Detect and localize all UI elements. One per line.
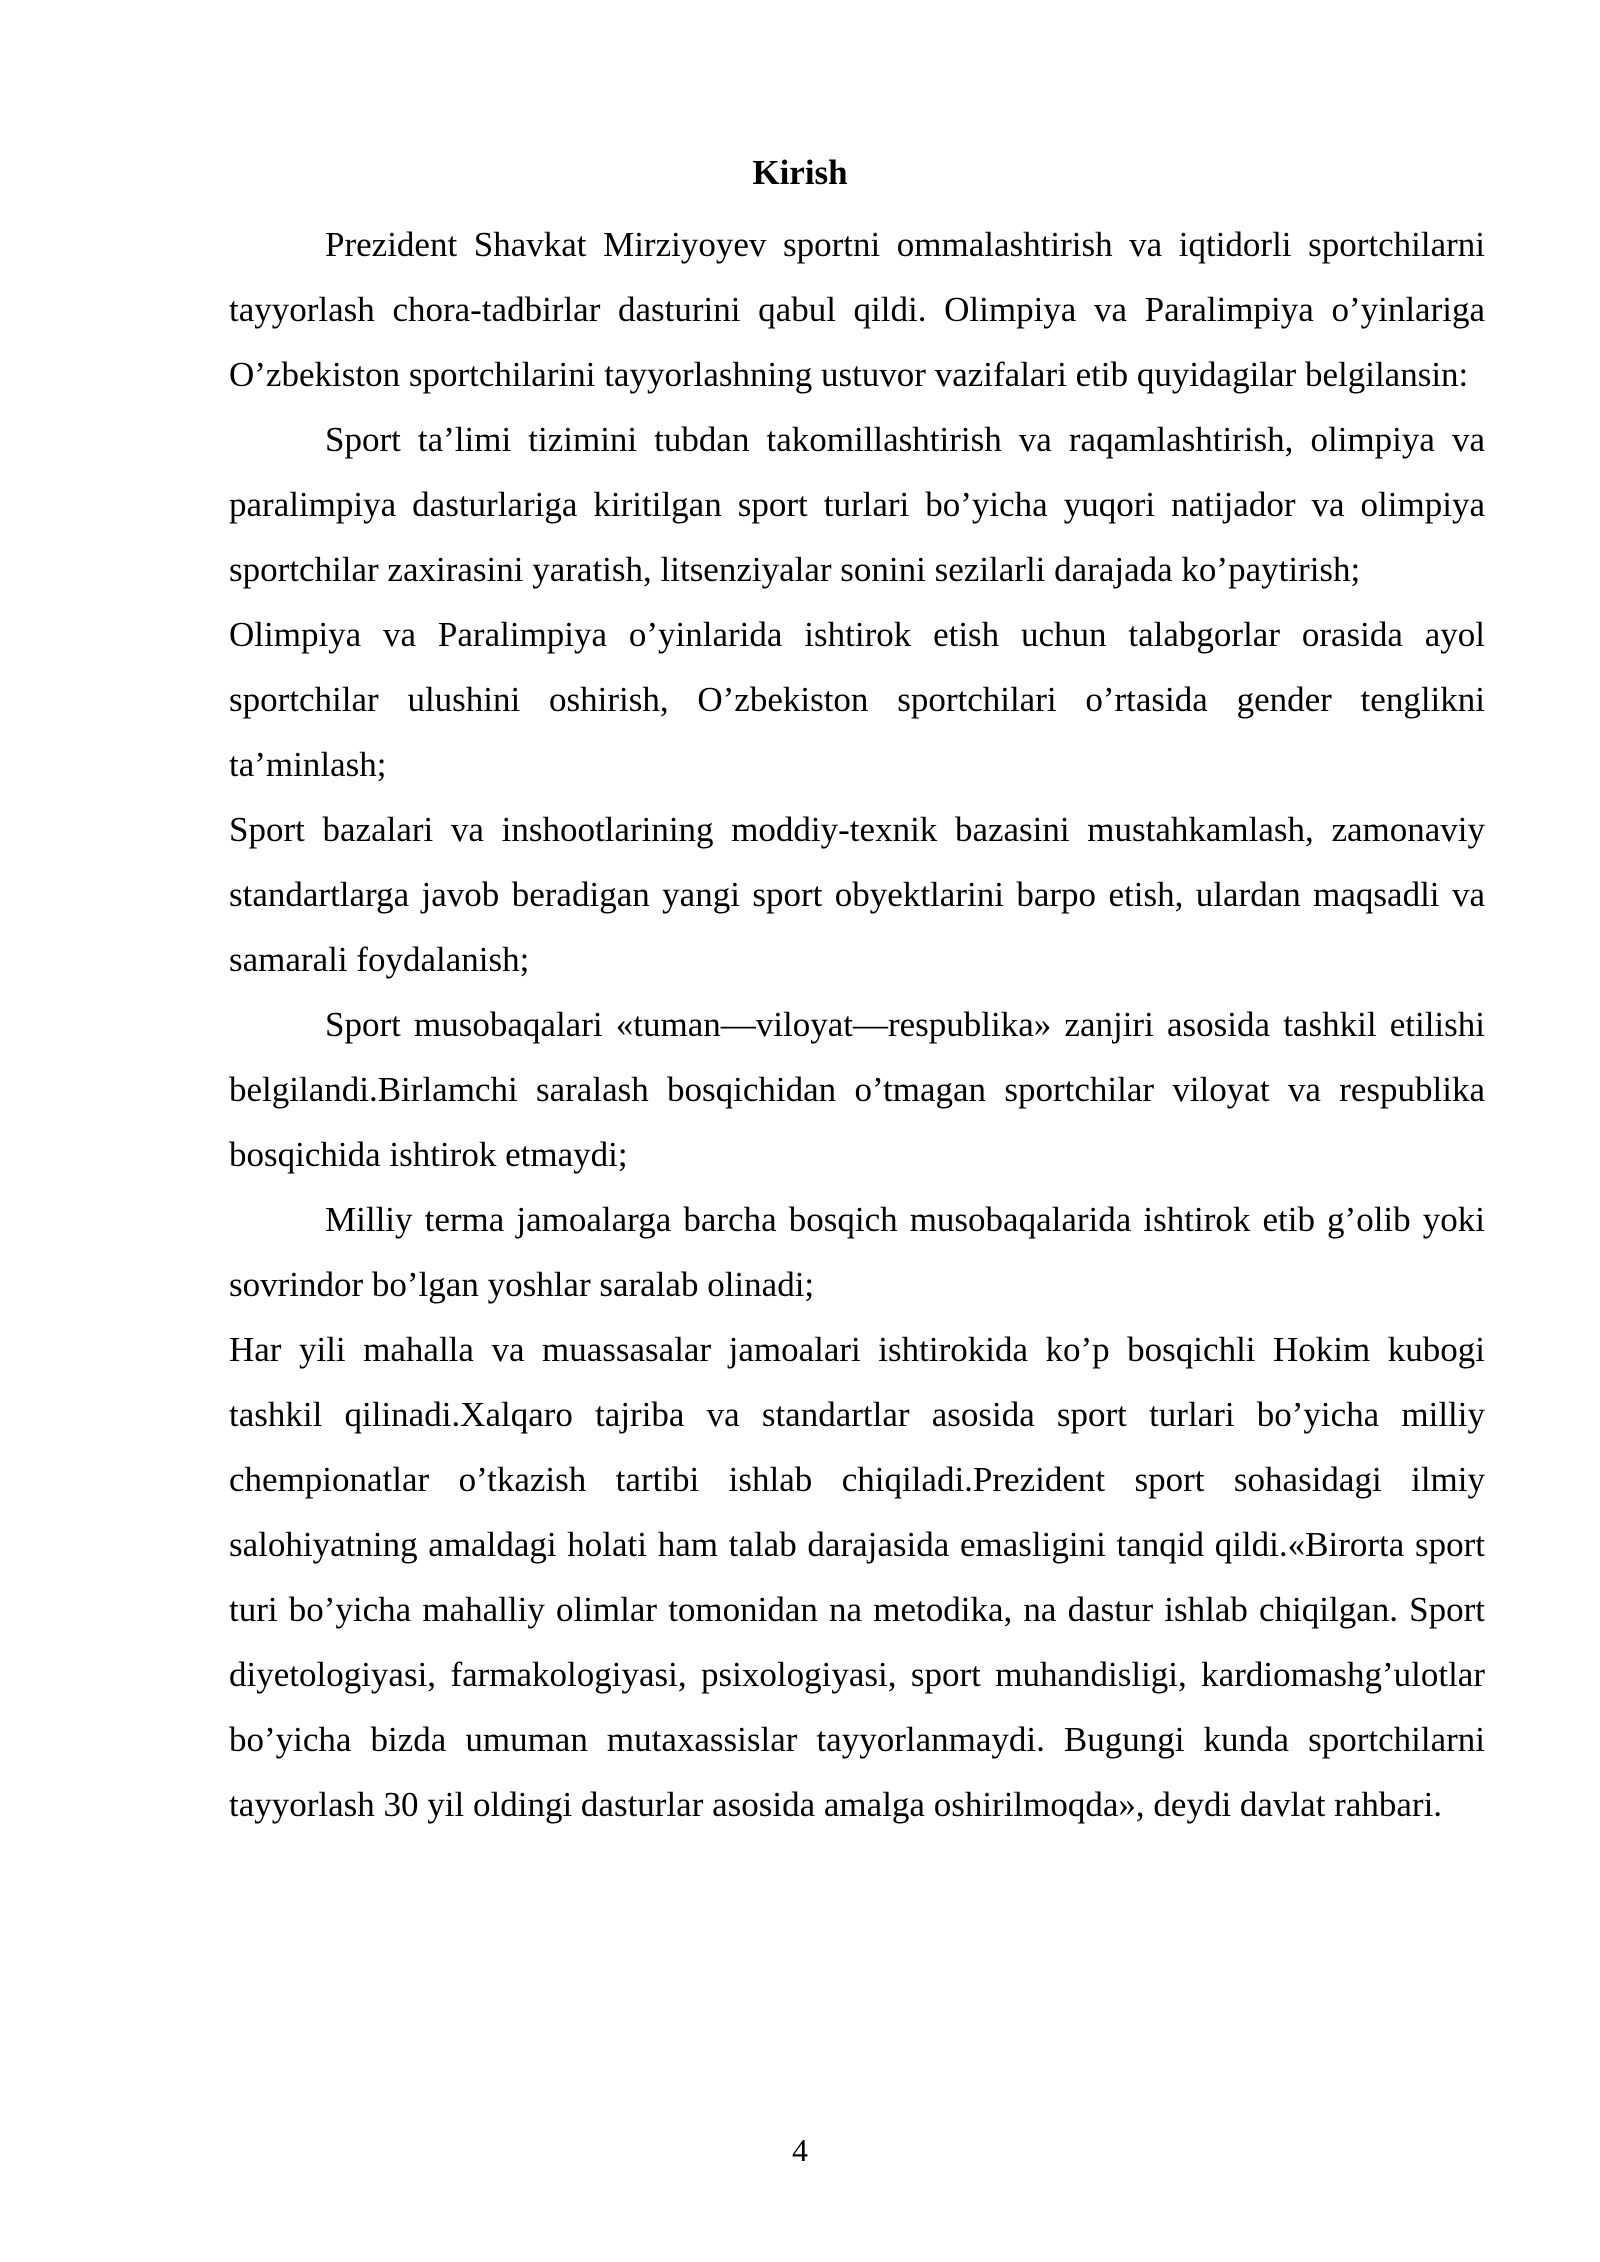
paragraph-sport-education: Sport ta’limi tizimini tubdan takomillashtirish va raqamlashtirish, olimpiya va paralimpiya dasturlariga kiritilgan sport turlari bo’yicha yuqori natijador va olimpiya sportchilar zaxirasini yaratish, litsenziyalar sonini sezilarli darajada ko’paytirish;: [229, 420, 1485, 589]
paragraph-intro: Prezident Shavkat Mirziyoyev sportni ommalashtirish va iqtidorli sportchilarni tayyorlash chora-tadbirlar dasturini qabul qildi. Olimpiya va Paralimpiya o’yinlariga O’zbekiston sportchilarini tayyorlashning ustuvor vazifalari etib quyidagilar belgilansin:: [229, 225, 1485, 394]
paragraph-national-teams: Milliy terma jamoalarga barcha bosqich musobaqalarida ishtirok etib g’olib yoki sovrindor bo’lgan yoshlar saralab olinadi;: [229, 1200, 1485, 1304]
section-title: Kirish: [752, 153, 848, 192]
paragraph-female-athletes: Olimpiya va Paralimpiya o’yinlarida ishtirok etish uchun talabgorlar orasida ayol sportchilar ulushini oshirish, O’zbekiston sportchilari o’rtasida gender tenglikni ta’minlash;: [229, 615, 1485, 784]
body-text: [229, 212, 1485, 1837]
page-number: 4: [792, 2132, 808, 2168]
paragraph-hokim-cup: Har yili mahalla va muassasalar jamoalari ishtirokida ko’p bosqichli Hokim kubogi tashkil qilinadi.Xalqaro tajriba va standartlar asosida sport turlari bo’yicha milliy chempionatlar o’tkazish tartibi ishlab chiqiladi.Prezident sport sohasidagi ilmiy salohiyatning amaldagi holati ham talab darajasida emasligini tanqid qildi.«Birorta sport turi bo’yicha mahalliy olimlar tomonidan na metodika, na dastur ishlab chiqilgan. Sport diyetologiyasi, farmakologiyasi, psixologiyasi, sport muhandisligi, kardiomashg’ulotlar bo’yicha bizda umuman mutaxassislar tayyorlanmaydi. Bugungi kunda sportchilarni tayyorlash 30 yil oldingi dasturlar asosida amalga oshirilmoqda», deydi davlat rahbari.: [229, 1330, 1485, 1824]
paragraph-sport-facilities: Sport bazalari va inshootlarining moddiy-texnik bazasini mustahkamlash, zamonaviy standartlarga javob beradigan yangi sport obyektlarini barpo etish, ulardan maqsadli va samarali foydalanish;: [229, 810, 1485, 979]
paragraph-competition-chain: Sport musobaqalari «tuman—viloyat—respublika» zanjiri asosida tashkil etilishi belgilandi.Birlamchi saralash bosqichidan o’tmagan sportchilar viloyat va respublika bosqichida ishtirok etmaydi;: [229, 1005, 1485, 1174]
